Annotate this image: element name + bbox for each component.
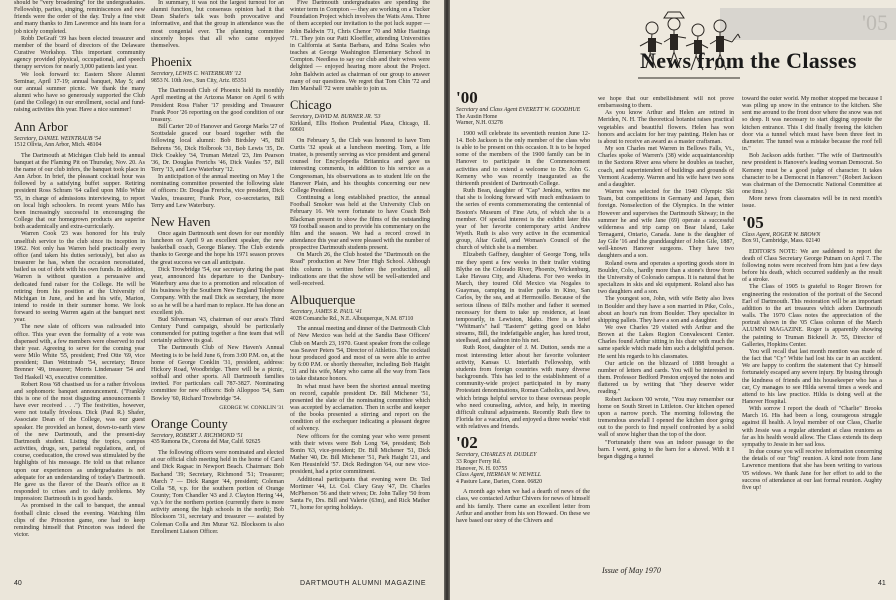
paragraph: Five Dartmouth undergraduates are spending the winter term in Compton — they are working on a Tucker Foundation Project which involves the Watts Area. Three of them accepted our invitation to the pot luck supper — John Baldwin '71, Chris Chenor '70 and Mike Hastings '71. They join our Patti Kloeffler, attending Universities in California at Santa Barbara, and Edna Scales who teaches at George Washington Elementary School in Compton. Needless to say our club and their wives were delighted — enjoyed hearing more about the Project. John Baldwin acted as chairman of our group to answer many of our questions. We regret that Tom Chin '72 and Jim Marshall '72 were unable to join us.: [290, 0, 430, 92]
left-column-2: [151, 0, 284, 578]
left-column-1: [14, 0, 145, 578]
class-number-05: '05: [742, 212, 764, 232]
paragraph: On March 26, the Club hosted the "Dartmouth on the Road" production at New Trier High School. Although this column is written before the production, all indications are that the show will be well-attended and well-received.: [290, 252, 430, 287]
paragraph: Ruth Root, daughter of J. M. Dutton, sends me a most interesting letter about her favorite volunteer activity, Kansas U. Interfaith Fellowship, with students from foreign countries with many diverse backgrounds. This has led to the establishment of a community-wide project participated in by many Protestant denominations, Roman Catholics, and Jews, which brings helpful service to these overseas people who need counseling, advice, and help, in meeting difficult cultural adjustments. Recently Ruth flew to Florida for a vacation, and enjoyed a three weeks' visit with relatives and friends.: [456, 345, 590, 431]
paragraph: Robb DeGraff '39 has been elected treasurer and member of the board of directors of the Delaware Curative Workshop. This important community agency provided physical, occupational, and speech therapy services for nearly 3,000 patients last year.: [14, 35, 145, 71]
signature: GEORGE W. CONKLIN '31: [219, 404, 284, 411]
address-line: Warner, N.H. 03278: [456, 120, 503, 127]
address-line: Box 91, Cambridge, Mass. 02140: [742, 238, 821, 245]
address-line: 9853 N. 10th Ave., Sun City, Ariz. 85351: [151, 77, 247, 84]
paragraph: The Dartmouth Club of New Haven's Annual Meeting is to be held June 6, from 3:00 P.M. on, at the home of George Conklin '31, president, address: Hickory Road, Woodbridge. There will be a picnic, softball and other sports. All Dartmouth families invited. For particulars call 787-3827. Nominating committee for new officers: Bob Alloppoo '54, Sam Bowley '60, Richard Trowbridge '54.: [151, 345, 284, 402]
address-line: 1512 Olivia, Ann Arbor, Mich. 48104: [14, 142, 102, 149]
paragraph: As promised in the call to banquet, the annual football clinic closed the evening. Watching film clips of the Princeton game, one had to keep reminding himself that Princeton was indeed the victor.: [14, 503, 145, 538]
address-line: The Austin Home: [456, 113, 498, 120]
address-line: Kirkland, Ellis Hodson Prudential Plaza, Chicago, Ill. 60601: [290, 120, 430, 134]
paragraph: The Dartmouth at Michigan Club held its annual banquet at the Flaming Pit on Thursday, Nov. 20. As the name of our club infers, the banquet took place in Ann Arbor. In brief, the pleasant cocktail hour was followed by a satisfying buffet supper. Retiring president Ross Schram '64 called upon Milo White '55, in charge of admissions interviewing, to report on local high schoolers. In recent years Milo has been increasingly successful in encouraging the College that our homegrown products are superior both academically and extra-curricularly.: [14, 152, 145, 231]
secretary-line: Secretary, ROBERT J. RICHMOND '51: [151, 432, 244, 439]
right-column-2: [598, 96, 734, 554]
secretary-line: Secretary, LEWIS C. WATERBURY '12: [151, 71, 242, 78]
class-number-watermark: '05: [862, 10, 888, 35]
section-heading-albuquerque: Albuquerque: [290, 293, 356, 308]
page-headline: News from the Classes: [640, 48, 857, 73]
section-heading-phoenix: Phoenix: [151, 55, 192, 70]
paragraph: Our article on the blizzard of 1888 brought a number of letters and cards. You will be interested in them. Professor Bedford Preston enjoyed the notes and flattered us by writing that "they deserve wider reading.": [598, 360, 734, 396]
class-number-00: '00: [456, 88, 478, 107]
address-line: 4 Pasture Lane, Darien, Conn. 06820: [456, 478, 542, 485]
section-heading-chicago: Chicago: [290, 98, 332, 113]
paragraph: Robert Ross '68 chastised us for a rather frivolous and sophomoric banquet announcement. ("Frankly this is one of the most disgusting announcements I have ever received . . .") The festivities, however, were not totally frivolous. Dick (Paul R.) Shafer, Associate Dean of the College, was our guest speaker. He provided an honest, down-to-earth view of the new Dartmouth, and the present-day Dartmouth student. Listing the topics, campus activities, drugs, sex, parietal regulations, and, of course, coeducation, the crowd was stimulated by the highlights of his message. He told us that reliance upon our experiences as undergraduates is not adequate for an understanding of today's Dartmouth. He gave us the flavor of the Dean's office as it responded to crises and to daily problems. My impression: Dartmouth is in good hands.: [14, 381, 145, 503]
paragraph: New officers for the coming year who were present with their wives were Bob Long '64, president; Bob Bonin '63, vice-president; Dr. Bill Michener '51, Dick Mather '40, Dr. Bill Michener '51, Park Haight '21, and Ken Heusinfeld '57. Dick Redington '64, our new vice-president, had a prior commitment.: [290, 433, 430, 476]
paragraph: A month ago when we had a dearth of news of the class, we contacted Arthur Chivers for news of himself and his family. There came an excellent letter from Arthur and another from his son Howard. On these we have based our story of the Chivers and: [456, 489, 590, 524]
paragraph: We look forward to: Eastern Shore Alumni Seminar, April 17-19; annual banquet, May 5; and our annual summer picnic. We thank the many alumni who have so generously supported the Club (and the College) in our enrollment, social and fund-raising activities this year. Have a nice summer!: [14, 71, 145, 114]
issue-label: Issue of May 1970: [602, 566, 661, 575]
paragraph: Dick Trowbridge '54, our secretary during the past year, announced his departure to the Danbury-Waterbury area due to a promotion and relocation of his business by the Southern New England Telephone Company. With the mail Dick as secretary, the more so as he will be a hard man to replace. He has done an excellent job.: [151, 266, 284, 316]
paragraph: The Dartmouth Club of Phoenix held its monthly April meeting at the Arizona Manor on April 6 with President Ross Fisher '17 presiding and Treasurer Frank Poor '26 reporting on the good condition of our treasury.: [151, 88, 284, 123]
class-agent-line: Class Agent, HERMAN W. NEWELL: [456, 472, 542, 479]
paragraph: toward the outer world. My mother stopped me because I was piling up snow in the entrance to the kitchen. She sent me around to the front door where the snow was not so deep. It was necessary to start digging opposite the kitchen entrance. This I did finally freeing the kitchen door via a tunnel which must have been three feet in diameter. The tunnel was a mistake because the roof fell in.": [742, 96, 882, 153]
paragraph: Continuing a long established practice, the annual Football Smoker was held at the University Club on February 16. We were fortunate to have Coach Bob Blackman present to show the films of the outstanding '69 football season and to provide his commentary on the film and the season. We had a record crowd in attendance this year and were pleased with the number of prospective Dartmouth students present.: [290, 195, 430, 252]
section-heading-new-haven: New Haven: [151, 214, 211, 229]
paragraph: We owe Charles '29 visited with Arthur and the Brown at the Lakes Region Convalescent Center. Charles found Arthur sitting in his chair with much the same sparkle which made him such a delightful person. He sent his regards to his classmates.: [598, 325, 734, 360]
paragraph: My son Charles met Warren in Bellows Falls, Vt., Charles spoke of Warren's (38) wide acquaintanceship in the Saxtons River area where he doubles as teacher, coach, and superintendent of buildings and grounds of Vermont Academy. Warren and his wife have two sons and a daughter.: [598, 146, 734, 188]
paragraph: In due course you will receive information concerning the details of our "big" reunion. A kind note from Jane Lawrence mentions that she has been writing to various '05 widows. We thank Jane for her effort to add to the success of attendance at our last formal reunion. Aughty five up!: [742, 449, 882, 491]
left-page: [0, 0, 444, 600]
paragraph: With sorrow I report the death of "Charlie" Brooks March 16. His had been a long, courageous struggle against ill health. A loyal member of our Class, Charlie with Jessie was a regular attendant at class reunions as far as his health would allow. The Class extends its deep sympathy to Jessie in her sad loss.: [742, 406, 882, 448]
secretary-line: Class Agent, ROGER W. BROWN: [742, 231, 821, 238]
address-line: Hanover, N. H. 03755: [456, 465, 508, 472]
address-line: 435 Ramona Dr., Corona del Mar, Calif. 92625: [151, 439, 261, 446]
header-band: [720, 8, 896, 40]
paragraph: Roland owns and operates a sporting goods store in Boulder, Colo., hardly more than a stone's throw from the University of Colorado campus. It is natural that he specializes in skis and ski equipment. Roland also has two daughters and a son.: [598, 260, 734, 296]
paragraph: More news from classmates will be in next month's issue.: [742, 196, 882, 210]
paragraph: You will recall that last month mention was made of the fact that "Cy" White had lost his car in an accident. We are happy to confirm the statement that Cy himself fortunately escaped any severe injury. By busing through the kindness of friends and his housekeeper who has a car, Cy manages to see Hilda several times a week and attend to his law practice. Hilda is doing well at the Hanover Hospital.: [742, 348, 882, 405]
secretary-line: Secretary and Class Agent EVERETT W. GOODHUE: [456, 107, 581, 113]
paragraph: The Class of 1905 is grateful to Roger Brown for engineering the restoration of the portrait of the Second Earl of Dartmouth. This restoration will be an important addition to the art treasures which adorn Dartmouth walls. The 1970 Class notes the appreciation of the portrait shown in the '05 Class column of the March ALUMNI MAGAZINE. Roger is apparently showing the painting to Truman Bicknell Jr. '55, Director of Galleries, Hopkins Center.: [742, 284, 882, 348]
right-page: [450, 0, 896, 600]
paragraph: Elizabeth Gaffney, daughter of George Tong, tells me they spent a few weeks in their trailer visiting Blythe on the Colorado River, Phoenix, Wickenburg, Lake Havasu City, and Altadena. For two weeks in March, they toured Old Mexico via Nogales to Guaymas, camping in trailer parks in Kino, San Carlos, by the sea, and at Hermosillo. Because of the serious illness of Bill's mother and father it seemed necessary for them to take up residence, at least temporarily, in Lewiston, Idaho. Here is a brief "Whitman's" hail "Eastern" getting good on Idaho streams, Bill, the indefatigable angler, has lured trout, steelhead, and salmon into his net.: [456, 252, 590, 345]
secretary-line: Secretary, DAVID M. BURNER JR. '53: [290, 114, 381, 121]
paragraph: Ruth Bean, daughter of "Cap" Jenkins, writes me that she is looking forward with much enthusiasm to the series of events commemorating the centennial of Boston's Museum of Fine Arts, of which she is a member. Of special interest is the exhibit later this year of her favorite contemporary artist Andrew Wyeth. Ruth is also very active in the ecumenical group, Altar Guild, and Woman's Council of the church of which she is a member.: [456, 188, 590, 252]
secretary-line: Secretary, DANIEL WEINTRAUB '54: [14, 135, 101, 142]
right-column-3: [742, 96, 882, 578]
paragraph: In what must have been the shortest annual meeting on record, capable president Dr. Bill Michener '51, presented the slate of the nominating committee which was accepted by acclamation. Then in scribe and keeper of the books presented a stirring and report on the condition of the exchequer indicating a pleasant degree of solvency.: [290, 383, 430, 433]
paragraph: In anticipation of the annual meeting on May 1 the nominating committee presented the following slate of officers: Dr. Douglas Frerichs, vice president, Dick Vaules, treasurer, Frank Poor, co-secretaries, Bill Terry and Lew Waterbury.: [151, 174, 284, 209]
paragraph: we hope that our embellishment will not prove embarrassing to them.: [598, 96, 734, 110]
paragraph: Bill Carter '20 of Hanover and George Marks '27 of Scottsdale graced our board together with the following local alumni: Bob Birdsley '45, Bill Behrens '56, Dick Holbrook '31, Bob Lewis '35, Dr. Dick Coakley '34, Truman Metzel '23, Jim Pearson '36, Dr. Douglas Frerichs '46, Dick Vaules '57, Bill Terry '13, and Lew Waterbury '12.: [151, 124, 284, 173]
secretary-line: Secretary, CHARLES H. DUDLEY: [456, 452, 537, 459]
paragraph: "Fortunately there was an indoor passage to the barn. I went, going to the barn for a shovel. With it I began digging a tunnel: [598, 439, 734, 460]
paragraph: Additional participants that evening were Dr. Ted Mortimer '44, Lt. Col. Clary Gray '47, Dr. Charles McPherson '56 and their wives; Dr. John Talley '50 from Santa Fe, Drs. Bill and Valerie (63m), and Rick Mather '71, home for spring holidays.: [290, 476, 430, 512]
paragraph: On February 5, the Club was honored to have Tom Curtis '32 speak at a luncheon meeting. Tom, a life trustee, is presently serving as vice president and general counsel for Encyclopedia Britannica and gave us interesting comments, in addition to his service as a Congressman, his observations as to student life on the Hanover Plain, and his thoughts concerning our new College President.: [290, 137, 430, 194]
secretary-line: Secretary, JAMES R. PAUL '41: [290, 309, 362, 316]
address-line: 4028 Comanche Rd., N.E. Albuquerque, N.M. 87110: [290, 315, 414, 322]
paragraph: Robert Jackson '00 wrote, "You may remember our home on South Street in Littleton. Our kitchen opened upon a narrow porch. The morning following the tremendous snowfall I opened the kitchen door going out to the porch to find myself confronted by a solid wall of snow higher than the top of the door.: [598, 396, 734, 439]
paragraph: The annual meeting and dinner of the Dartmouth Club of New Mexico was held at the Sandia Base Officers' Club on March 23, 1970. Guest speaker from the college was Seaver Peters '54, Director of Athletics. The cocktail hour produced good and most of us were able to arrive by 6:00 P.M. or shortly thereafter, including Bob Haight '31 and his wife, Mary who came all the way from Taos to take distance honors.: [290, 326, 430, 383]
left-column-3: [290, 0, 430, 578]
magazine-title-footer: DARTMOUTH ALUMNI MAGAZINE: [300, 580, 427, 587]
paragraph: The following officers were nominated and elected at our official club meeting held in the home of Carol and Dick Ragsac in Newport Beach. Chairman: Bob Bachand '39; Secretary, Richmond '51; Treasurer; March 7 — Dick Ranger '44, president; Coleman Colla '58, v.p. for the southern portion of Orange County; Tom Chandler '43 and J. Clayton Hering '44, v.p.'s for the northern portion (currently there is more activity among the high schools in the north); Bob Blocksom '31, secretary and treasurer — assisted by Coleman Colla and Jim Murar '62. Blocksom is also Enrollment Liaison Officer.: [151, 450, 284, 535]
address-line: 33 Roger Ferry Rd.: [456, 458, 502, 465]
right-column-1: [456, 86, 590, 578]
paragraph: Warren was selected for the 1940 Olympic Ski Team, but competitions in Germany and Japan, then foreign. Nonselection of the Olympics. In the winter However and supervises the Dartmouth Skiway; in the summer he and wife Jane (69) operate a successful wilderness and trip camp on Bear Island, Lake Temagami, Ontario, Canada. Jane is the daughter of Jay Gile '16 and the granddaughter of John Gile, 1887, well-known Hanover surgeons. They have two daughters and a son.: [598, 189, 734, 260]
paragraph: Once again Dartmouth sent down for our monthly luncheon on April 9 an excellent speaker, the new basketball coach, George Blaney. The Club extends thanks to George and the hope his 1971 season proves the great success we can all anticipate.: [151, 230, 284, 266]
section-heading-ann-arbor: Ann Arbor: [14, 119, 68, 134]
paragraph: 1900 will celebrate its seventieth reunion June 12-14. Bob Jackson is the only member of the class who is able to be present on this occasion. It is to be hoped some of the members of the 1900 family can be in Hanover to participate in the Commencement activities and to extend a welcome to Dr. John G. Kemeny who was recently inaugurated as the thirteenth president of Dartmouth College.: [456, 130, 590, 187]
section-heading-orange-county: Orange County: [151, 416, 228, 431]
page-number-left: 40: [14, 580, 22, 587]
page-number-right: 41: [878, 580, 886, 587]
paragraph: As you know Arthur and Helen are retired in Meriden, N. H. The theoretical botanist raises practical vegetables and beautiful flowers. Helen has won honors and acclaim for her tray painting. Helen has or is about to receive an award as a master craftsman.: [598, 110, 734, 145]
paragraph: In summary, it was not the largest turnout for an alumni function, but consensus opinion had it that Dean Shafer's talk was both provocative and informative, and that the group in attendance was the most congenial ever. The planning committee sincerely hopes that all who came enjoyed themselves.: [151, 0, 284, 49]
paragraph: The new slate of officers was railroaded into office. This year even the formality of a vote was dispensed with, a few members were observed to nod their year. Agreeing to serve for the coming year were Milo White '55, president; Fred Otte '69, vice president; Dan Weintraub '54, secretary; Bruce Brenner '49, treasurer; Morris Lindenauer '54 and Ted Haskell '43, executive committee.: [14, 324, 145, 381]
paragraph: should be "very broadening" for the undergraduates. Fellowship, parties, singing, reminiscences and new friends were the order of the day. Truly a fine visit and many thanks to Jim Lawrence and his team for a job nicely completed.: [14, 0, 145, 35]
paragraph: Bud Silverman '43, chairman of our area's Third Century Fund campaign, should be particularly commended for putting together a fine team that will certainly achieve its goal.: [151, 316, 284, 345]
paragraph: EDITOR'S NOTE: We are saddened to report the death of Class Secretary George Putnam on April 7. The following notes were received from him just a few days before his death, which occurred suddenly as the result of a stroke.: [742, 248, 882, 284]
class-number-02: '02: [456, 433, 478, 453]
paragraph: The youngest son, John, with wife Betty also lives in Boulder and they have a son married in Pike, Colo., about an hour's run from Boulder. They specialize in shipping pallets. They have a son and a daughter.: [598, 296, 734, 324]
paragraph: Warren Cook '23 was honored for his truly unselfish service to the club since its inception in 1962. Not only has Warren held practically every office (and taken his duties seriously), but also as treasurer he has, when the occasion necessitated, bailed us out of debt with his own funds. In addition, Warren is without question a persuasive and dedicated fund raiser for the College. He will be retiring from his position at the University of Michigan in June, and he and his wife, Marion, intend to reside in their summer home. We look forward to seeing Warren again at the banquet next year.: [14, 231, 145, 324]
paragraph: Bob Jackson adds further. "The wife of Dartmouth's new president is Hanover's leading woman Democrat. So Kemeny must be a good judge of character. It takes character to be a Democrat in Hanover." (Robert Jackson was chairman of the Democratic National Committee at one time.): [742, 153, 882, 196]
